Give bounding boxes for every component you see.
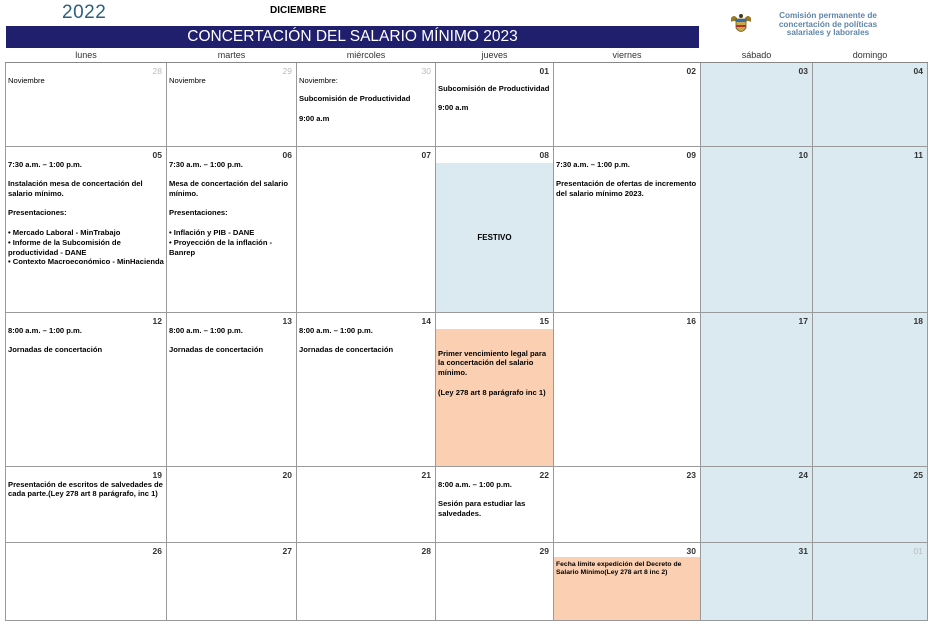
day-number: 01 <box>539 65 549 76</box>
coat-of-arms-icon <box>728 12 754 38</box>
day-cell <box>436 466 554 542</box>
day-number: 28 <box>421 545 431 556</box>
event-text: Subcomisión de Productividad 9:00 a.m <box>438 83 550 113</box>
weekday-header: domingo <box>813 50 928 62</box>
day-cell-weekend <box>813 146 928 312</box>
event-text: Noviembre <box>8 75 45 85</box>
day-cell-weekend <box>701 312 813 466</box>
day-cell <box>554 62 701 146</box>
day-number: 21 <box>421 469 431 480</box>
day-number: 29 <box>539 545 549 556</box>
day-number: 08 <box>539 149 549 160</box>
week-row <box>6 312 928 466</box>
day-cell-weekend <box>701 542 813 620</box>
day-number: 19 <box>152 469 162 480</box>
day-cell <box>167 542 297 620</box>
day-cell <box>6 312 167 466</box>
day-cell <box>6 146 167 312</box>
day-cell <box>167 62 297 146</box>
day-cell <box>436 542 554 620</box>
commission-line: salariales y laborales <box>786 28 870 38</box>
event-text: Primer vencimiento legal para la concertación del salario mínimo. (Ley 278 art 8 parágrafo inc 1) <box>438 348 547 397</box>
day-number: 29 <box>282 65 292 76</box>
day-cell <box>167 466 297 542</box>
event-heading: Noviembre: <box>299 75 338 85</box>
event-text: 8:00 a.m. – 1:00 p.m. Jornadas de concertación <box>169 325 264 355</box>
weekday-header-row <box>6 50 928 62</box>
day-number: 02 <box>686 65 696 76</box>
day-number: 26 <box>152 545 162 556</box>
deadline-block <box>436 329 553 466</box>
week-row <box>6 466 928 542</box>
day-number: 09 <box>686 149 696 160</box>
event-text: 8:00 a.m. – 1:00 p.m. Jornadas de concertación <box>8 325 103 355</box>
day-cell <box>297 146 436 312</box>
day-number: 10 <box>798 149 808 160</box>
day-cell <box>554 542 701 620</box>
day-number: 18 <box>913 315 923 326</box>
event-text: 8:00 a.m. – 1:00 p.m. Sesión para estudiar las salvedades. <box>438 479 526 518</box>
week-row <box>6 62 928 146</box>
day-number: 12 <box>152 315 162 326</box>
holiday-block <box>436 163 553 312</box>
day-number: 15 <box>539 315 549 326</box>
day-cell <box>167 312 297 466</box>
commission-name <box>757 12 899 38</box>
day-cell <box>297 542 436 620</box>
day-cell <box>297 466 436 542</box>
event-text: 7:30 a.m. – 1:00 p.m. Instalación mesa de concertación del salario mínimo. Presentaciones: • Mercado Laboral - MinTrabajo • Informe de la Subcomisión de productividad - DANE • Contexto Macroeconómico - MinHacienda <box>8 159 164 267</box>
commission-line: concertación de políticas <box>778 19 878 29</box>
day-number: 25 <box>913 469 923 480</box>
page-title: CONCERTACIÓN DEL SALARIO MÍNIMO 2023 <box>6 26 699 48</box>
day-number: 07 <box>421 149 431 160</box>
week-row <box>6 542 928 620</box>
day-number: 30 <box>686 545 696 556</box>
weekday-header: viernes <box>554 50 701 62</box>
day-number: 11 <box>914 149 923 160</box>
deadline-block <box>554 557 700 620</box>
event-text: 8:00 a.m. – 1:00 p.m. Jornadas de concertación <box>299 325 394 355</box>
day-cell <box>167 146 297 312</box>
weekday-header: miércoles <box>297 50 436 62</box>
day-cell <box>554 312 701 466</box>
day-number: 31 <box>798 545 808 556</box>
day-number: 05 <box>152 149 162 160</box>
day-cell <box>554 146 701 312</box>
weekday-header: jueves <box>436 50 554 62</box>
day-cell-weekend <box>813 312 928 466</box>
event-text: Noviembre <box>169 75 206 85</box>
day-cell <box>436 312 554 466</box>
day-number: 04 <box>913 65 923 76</box>
day-number: 16 <box>686 315 696 326</box>
event-text: 7:30 a.m. – 1:00 p.m. Mesa de concertación del salario mínimo. Presentaciones: • Inflación y PIB - DANE • Proyección de la inflación - Banrep <box>169 159 289 257</box>
day-cell-weekend <box>813 466 928 542</box>
day-number: 20 <box>282 469 292 480</box>
day-number: 23 <box>686 469 696 480</box>
weekday-header: sábado <box>701 50 813 62</box>
day-cell <box>6 466 167 542</box>
day-number: 24 <box>798 469 808 480</box>
event-text: Fecha límite expedición del Decreto de Salario Mínimo(Ley 278 art 8 inc 2) <box>556 560 682 577</box>
week-row <box>6 146 928 312</box>
calendar-grid <box>5 50 928 621</box>
day-cell <box>6 542 167 620</box>
day-number: 14 <box>421 315 431 326</box>
commission-line: Comisión permanente de <box>779 11 877 20</box>
event-text: 7:30 a.m. – 1:00 p.m. Presentación de ofertas de incremento del salario mínimo 2023. <box>556 159 697 198</box>
day-cell-weekend <box>813 542 928 620</box>
event-text: Presentación de escritos de salvedades de cada parte.(Ley 278 art 8 parágrafo, inc 1) <box>8 479 163 499</box>
day-number: 17 <box>798 315 808 326</box>
day-number: 30 <box>421 65 431 76</box>
day-number: 27 <box>282 545 292 556</box>
day-cell <box>436 62 554 146</box>
day-cell <box>297 312 436 466</box>
day-number: 28 <box>152 65 162 76</box>
day-cell-weekend <box>701 466 813 542</box>
month-label: DICIEMBRE <box>270 5 327 16</box>
holiday-label: FESTIVO <box>477 232 512 242</box>
day-number: 13 <box>282 315 292 326</box>
day-number: 01 <box>913 545 923 556</box>
day-cell-weekend <box>701 62 813 146</box>
weekday-header: lunes <box>6 50 167 62</box>
year-label: 2022 <box>62 2 107 23</box>
day-cell-weekend <box>813 62 928 146</box>
day-cell <box>436 146 554 312</box>
day-cell <box>554 466 701 542</box>
day-cell <box>6 62 167 146</box>
day-number: 03 <box>798 65 808 76</box>
day-number: 06 <box>282 149 292 160</box>
day-cell <box>297 62 436 146</box>
weekday-header: martes <box>167 50 297 62</box>
day-cell-weekend <box>701 146 813 312</box>
day-number: 22 <box>539 469 549 480</box>
event-text: Subcomisión de Productividad 9:00 a.m <box>299 94 411 123</box>
